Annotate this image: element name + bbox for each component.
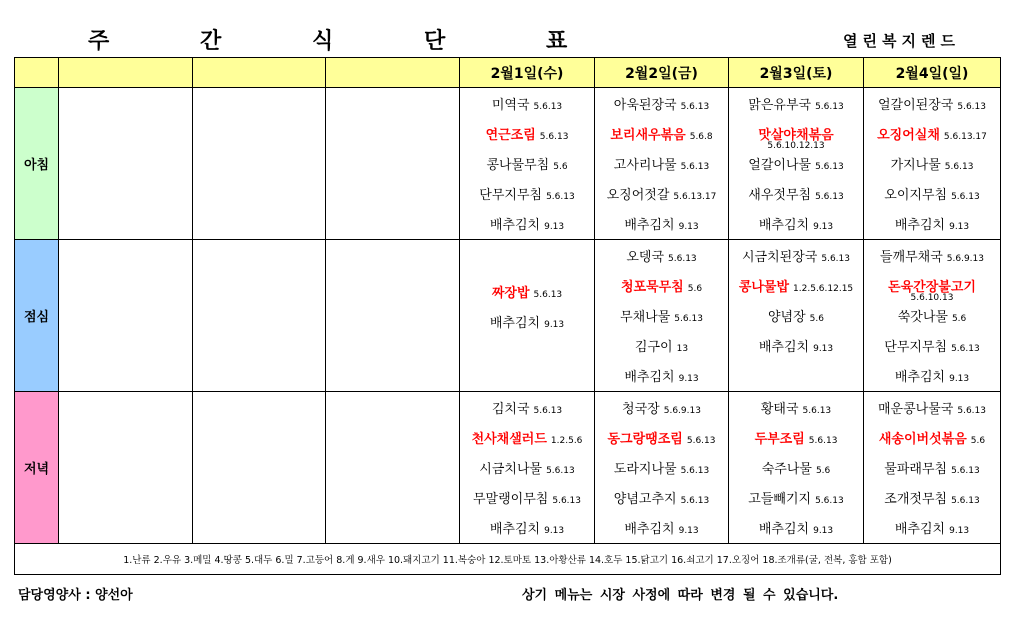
menu-change-notice: 상기 메뉴는 시장 사정에 따라 변경 될 수 있습니다. — [522, 588, 839, 603]
menu-item-name: 배추김치 — [894, 522, 946, 537]
day-cell — [729, 88, 864, 240]
menu-item — [595, 214, 728, 233]
menu-item-allergens: 5.6 — [951, 314, 967, 324]
empty-day-cell — [326, 88, 460, 240]
menu-item-name: 얼갈이된장국 — [878, 98, 954, 113]
menu-item — [864, 428, 1000, 447]
menu-item-name: 시금치나물 — [479, 462, 543, 477]
menu-item-name: 청포묵무침 — [620, 280, 684, 295]
menu-item — [460, 312, 594, 331]
menu-item — [460, 398, 594, 417]
menu-item-name: 김구이 — [634, 340, 673, 355]
menu-item-name: 가지나물 — [890, 158, 941, 173]
menu-item — [864, 94, 1000, 113]
menu-item-allergens: 5.6.13 — [821, 254, 850, 264]
menu-item — [595, 458, 728, 477]
date-header-empty — [193, 58, 326, 88]
day-cell — [595, 240, 729, 392]
menu-item-name: 무말랭이무침 — [473, 492, 549, 507]
menu-item — [864, 154, 1000, 173]
menu-item-name: 고들빼기지 — [748, 492, 812, 507]
menu-item-allergens: 5.6.10.13 — [910, 293, 954, 303]
menu-item — [729, 184, 863, 203]
menu-item — [460, 518, 594, 537]
menu-item-name: 조개젓무침 — [884, 492, 948, 507]
menu-item-allergens: 5.6.13 — [951, 344, 980, 354]
menu-item-allergens: 5.6.13 — [957, 406, 986, 416]
menu-item-name: 오징어실채 — [877, 128, 940, 143]
day-cell — [460, 88, 595, 240]
menu-item-allergens: 9.13 — [813, 344, 834, 354]
menu-item — [864, 366, 1000, 385]
menu-item-name: 단무지무침 — [884, 340, 948, 355]
date-header: 2월4일(일) — [864, 58, 1001, 88]
date-header-empty — [326, 58, 460, 88]
menu-item-name: 황태국 — [760, 402, 799, 417]
menu-item — [729, 518, 863, 537]
menu-item — [729, 124, 863, 151]
menu-item-name: 도라지나물 — [613, 462, 677, 477]
meal-label-lunch: 점심 — [15, 240, 59, 392]
day-cell — [864, 240, 1001, 392]
title-char: 간 — [200, 29, 222, 54]
menu-item-allergens: 5.6.13.17 — [673, 192, 717, 202]
menu-item-name: 김치국 — [491, 402, 530, 417]
menu-item-name: 돈육간장불고기 — [888, 280, 976, 295]
menu-item-allergens: 5.6.13 — [808, 436, 838, 446]
menu-item-allergens: 5.6 — [815, 466, 831, 476]
menu-item-allergens: 13 — [676, 344, 689, 354]
menu-item — [595, 488, 728, 507]
menu-item-allergens: 5.6.13 — [533, 406, 563, 416]
menu-item-allergens: 5.6.13 — [546, 192, 575, 202]
menu-item-allergens: 9.13 — [544, 320, 565, 330]
menu-item-allergens: 9.13 — [813, 526, 834, 536]
menu-item-name: 무채나물 — [620, 310, 671, 325]
menu-item-name: 배추김치 — [624, 218, 675, 233]
menu-item — [595, 398, 728, 417]
menu-item-allergens: 5.6.9.13 — [663, 406, 701, 416]
menu-item-name: 아욱된장국 — [613, 98, 677, 113]
menu-item — [460, 94, 594, 113]
menu-item-name: 단무지무침 — [479, 188, 543, 203]
menu-item-allergens: 5.6.8 — [689, 132, 713, 142]
menu-item-name: 미역국 — [491, 98, 530, 113]
menu-item-name: 콩나물밥 — [738, 280, 790, 295]
day-cell — [729, 392, 864, 544]
empty-day-cell — [59, 240, 193, 392]
menu-item — [595, 428, 728, 447]
menu-item-allergens: 5.6.13 — [546, 466, 575, 476]
menu-item-name: 고사리나물 — [613, 158, 677, 173]
menu-item-allergens: 5.6.13 — [680, 496, 710, 506]
menu-item — [729, 428, 863, 447]
empty-day-cell — [326, 240, 460, 392]
menu-item-allergens: 5.6.13 — [951, 192, 980, 202]
organization-name: 열린복지렌드 — [843, 32, 960, 50]
menu-item-allergens: 5.6.9.13 — [946, 254, 984, 264]
menu-item-allergens: 5.6.13 — [674, 314, 703, 324]
menu-item-name: 보리새우볶음 — [610, 128, 686, 143]
menu-item-allergens: 5.6.10.12.13 — [767, 141, 825, 151]
menu-item-name: 양념장 — [767, 310, 806, 325]
menu-item-allergens: 5.6.13 — [680, 466, 710, 476]
menu-item-allergens: 5.6.13 — [957, 102, 986, 112]
menu-item — [864, 518, 1000, 537]
menu-item-name: 숙주나물 — [761, 462, 812, 477]
header-row — [15, 58, 1001, 88]
menu-item-allergens: 5.6.13 — [668, 254, 697, 264]
menu-item-name: 오징어젓갈 — [606, 188, 670, 203]
menu-item-name: 콩나물무침 — [486, 158, 550, 173]
menu-item — [864, 458, 1000, 477]
day-cell — [864, 88, 1001, 240]
menu-item — [864, 246, 1000, 265]
day-cell — [595, 88, 729, 240]
date-header: 2월1일(수) — [460, 58, 595, 88]
menu-item — [595, 154, 728, 173]
menu-item-name: 두부조림 — [754, 432, 805, 447]
menu-item-allergens: 5.6.13 — [802, 406, 832, 416]
menu-item-allergens: 5.6.13 — [539, 132, 569, 142]
menu-item-name: 배추김치 — [489, 218, 541, 233]
menu-item-name: 매운콩나물국 — [878, 402, 954, 417]
menu-item — [729, 458, 863, 477]
menu-item — [729, 488, 863, 507]
breakfast-row — [15, 88, 1001, 240]
menu-item-allergens: 5.6.13 — [951, 466, 980, 476]
menu-item — [460, 184, 594, 203]
menu-item — [864, 214, 1000, 233]
menu-item-name: 맑은유부국 — [748, 98, 812, 113]
menu-item-name: 배추김치 — [758, 340, 810, 355]
dietitian-name: 담당영양사 : 양선아 — [18, 588, 133, 603]
title-char: 식 — [312, 29, 334, 54]
menu-item-allergens: 5.6.13 — [815, 162, 844, 172]
menu-item — [460, 154, 594, 173]
menu-item-name: 시금치된장국 — [742, 250, 818, 265]
day-cell — [729, 240, 864, 392]
menu-item-name: 청국장 — [622, 402, 660, 417]
weekly-menu-table — [14, 57, 1001, 575]
empty-day-cell — [193, 240, 326, 392]
allergen-legend: 1.난류 2.우유 3.메밀 4.땅콩 5.대두 6.밀 7.고등어 8.게 9.새우 10.돼지고기 11.복숭아 12.토마토 13.아황산류 14.호두 15.닭고기 16.쇠고기 17.오징어 18.조개류(굴, 전복, 홍합 포함) — [15, 544, 1001, 575]
menu-item — [729, 94, 863, 113]
menu-item-allergens: 9.13 — [678, 526, 699, 536]
empty-day-cell — [59, 392, 193, 544]
menu-item-name: 새우젓무침 — [748, 188, 812, 203]
menu-item-allergens: 5.6 — [553, 162, 568, 172]
empty-day-cell — [193, 392, 326, 544]
header-corner — [15, 58, 59, 88]
menu-item-name: 오이지무침 — [884, 188, 948, 203]
menu-item — [595, 184, 728, 203]
menu-item — [729, 336, 863, 355]
menu-item — [729, 246, 863, 265]
empty-day-cell — [193, 88, 326, 240]
menu-item-allergens: 9.13 — [949, 222, 970, 232]
lunch-row — [15, 240, 1001, 392]
menu-item-name: 연근조림 — [485, 128, 536, 143]
menu-item-name: 배추김치 — [624, 522, 675, 537]
menu-item-name: 들깨무채국 — [879, 250, 943, 265]
menu-item-name: 천사채샐러드 — [471, 432, 547, 447]
meal-label-dinner: 저녁 — [15, 392, 59, 544]
day-cell — [864, 392, 1001, 544]
menu-item-allergens: 9.13 — [949, 374, 970, 384]
menu-item — [729, 276, 863, 295]
menu-item — [864, 488, 1000, 507]
menu-item — [595, 366, 728, 385]
menu-item-allergens: 9.13 — [678, 374, 699, 384]
menu-item — [460, 214, 594, 233]
date-header-empty — [59, 58, 193, 88]
menu-item-name: 오뎅국 — [626, 250, 665, 265]
date-header: 2월3일(토) — [729, 58, 864, 88]
menu-item-name: 쑥갓나물 — [897, 310, 948, 325]
empty-day-cell — [326, 392, 460, 544]
menu-item — [595, 94, 728, 113]
menu-item-allergens: 5.6.13 — [815, 102, 844, 112]
menu-item-name: 맛살야채볶음 — [758, 128, 834, 143]
menu-item-allergens: 5.6.13 — [680, 162, 710, 172]
menu-item — [729, 398, 863, 417]
menu-item — [864, 398, 1000, 417]
menu-item — [729, 306, 863, 325]
menu-item — [729, 154, 863, 173]
menu-item-name: 배추김치 — [894, 370, 946, 385]
menu-item-allergens: 9.13 — [678, 222, 699, 232]
menu-item-name: 양념고추지 — [613, 492, 677, 507]
menu-item — [864, 184, 1000, 203]
menu-item-name: 물파래무침 — [884, 462, 948, 477]
day-cell — [460, 392, 595, 544]
menu-item — [460, 428, 594, 447]
menu-item-allergens: 1.2.5.6 — [550, 436, 583, 446]
menu-item-name: 새송이버섯볶음 — [878, 432, 967, 447]
menu-item-allergens: 9.13 — [544, 222, 565, 232]
menu-item-name: 배추김치 — [489, 522, 541, 537]
menu-item-allergens: 5.6 — [809, 314, 824, 324]
menu-item — [595, 124, 728, 143]
menu-item-name: 배추김치 — [489, 316, 541, 331]
menu-item — [460, 488, 594, 507]
menu-item — [460, 124, 594, 143]
menu-item-name: 동그랑땡조림 — [607, 432, 683, 447]
menu-item-allergens: 5.6.13 — [815, 496, 844, 506]
menu-item — [460, 458, 594, 477]
day-cell — [460, 240, 595, 392]
menu-item-allergens: 1.2.5.6.12.15 — [793, 284, 854, 294]
menu-item — [864, 306, 1000, 325]
title-char: 단 — [424, 29, 446, 54]
menu-item-allergens: 9.13 — [813, 222, 834, 232]
menu-item — [595, 246, 728, 265]
menu-item-name: 배추김치 — [758, 522, 810, 537]
menu-item-allergens: 5.6.13 — [552, 496, 581, 506]
menu-item-name: 짜장밥 — [491, 286, 530, 301]
meal-label-breakfast: 아침 — [15, 88, 59, 240]
menu-item-allergens: 5.6.13 — [680, 102, 710, 112]
menu-item-allergens: 5.6.13 — [944, 162, 974, 172]
menu-item — [864, 336, 1000, 355]
menu-item — [864, 276, 1000, 303]
menu-item-name: 배추김치 — [758, 218, 810, 233]
menu-item — [460, 282, 594, 301]
menu-item-allergens: 5.6.13.17 — [943, 132, 987, 142]
menu-item-name: 배추김치 — [624, 370, 675, 385]
menu-item-allergens: 9.13 — [544, 526, 565, 536]
date-header: 2월2일(금) — [595, 58, 729, 88]
menu-item-allergens: 5.6.13 — [951, 496, 980, 506]
menu-item-allergens: 5.6 — [970, 436, 986, 446]
menu-item — [595, 336, 728, 355]
menu-item-allergens: 9.13 — [949, 526, 970, 536]
menu-item-allergens: 5.6.13 — [533, 102, 563, 112]
menu-item-allergens: 5.6.13 — [533, 290, 563, 300]
menu-item-allergens: 5.6 — [687, 284, 703, 294]
menu-item-name: 배추김치 — [894, 218, 946, 233]
day-cell — [595, 392, 729, 544]
menu-item-name: 얼갈이나물 — [748, 158, 812, 173]
menu-item — [595, 518, 728, 537]
menu-item — [595, 276, 728, 295]
title-char: 표 — [546, 29, 568, 54]
empty-day-cell — [59, 88, 193, 240]
menu-item-allergens: 5.6.13 — [815, 192, 844, 202]
title-char: 주 — [88, 29, 110, 54]
menu-item — [595, 306, 728, 325]
allergen-legend-row — [15, 544, 1001, 575]
menu-item-allergens: 5.6.13 — [686, 436, 716, 446]
menu-item — [864, 124, 1000, 143]
menu-item — [729, 214, 863, 233]
dinner-row — [15, 392, 1001, 544]
